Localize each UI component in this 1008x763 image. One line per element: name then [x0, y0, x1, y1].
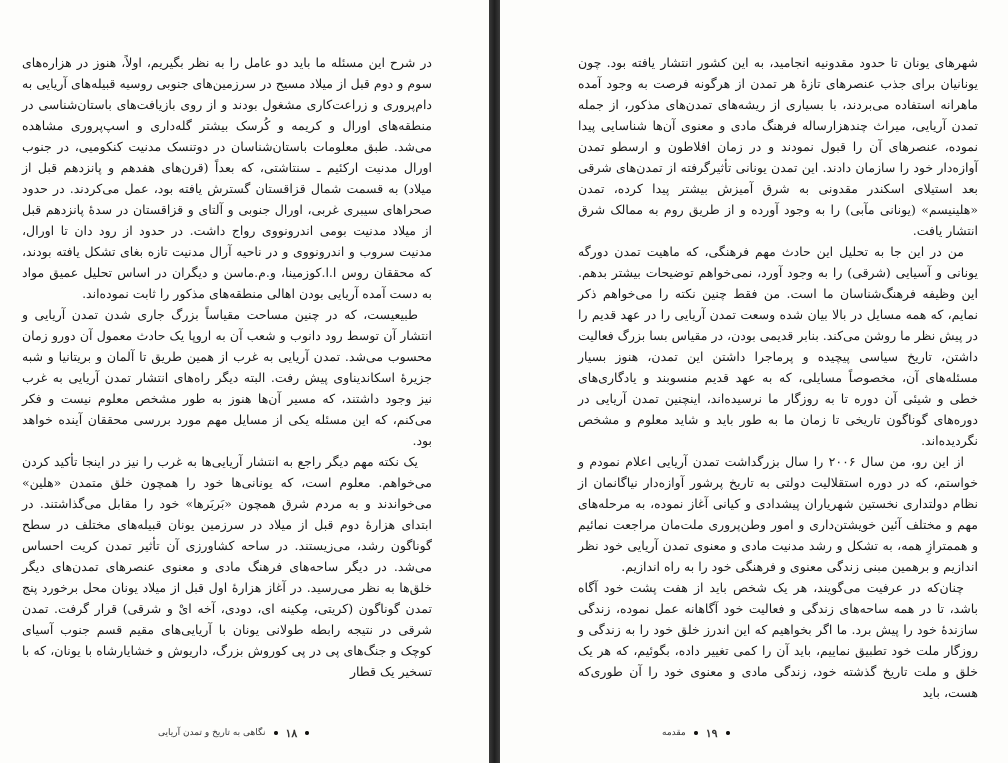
- paragraph: در شرح این مسئله ما باید دو عامل را به نظر بگیریم، اولاً، هنوز در هزاره‌های سوم و دوم قبل از میلاد مسیح در سرزمین‌های جنوبی روسیه قبیله‌های آریایی به دام‌پروری و زراعت‌کاری مشغول بودند و از روی بازیافت‌های باستان‌شناسی در منطقه‌های اورال و کریمه و کُرسک بیشتر گله‌داری و اسپ‌پروری مشاهده می‌شد. طبق معلومات باستان‌شناسان در دوتنسک مدنیت کنکومیی، در جنوب اورال مدنیت ارکئیم ـ سنتاشتی، که بعداً (قرن‌های هفدهم و پانزدهم قبل از میلاد) به قسمت شمال قزاقستان گسترش یافته بود، عمل می‌کردند. در حدود صحراهای سیبری غربی، اورال جنوبی و آلتای و قزاقستان در سدهٔ پانزدهم قبل از میلاد مدنیت بومی اندرونووی رواج داشت. در حدود از رود دان تا اورال، مدنیت سروب و اندرونووی و در ناحیه آرال مدنیت تازه بغای تشکل یافته بودند، که محققان روس ا.ا.کوزمینا، و.م.ماسن و دیگران در اساس تحلیل عمیق مواد به دست آمده آریایی بودن اهالی منطقه‌های مذکور را ثابت نموده‌اند.: [22, 55, 432, 301]
- paragraph: یک نکته مهم دیگر راجع به انتشار آریایی‌ها به غرب را نیز در اینجا تأکید کردن می‌خواهم. معلوم است، که یونانی‌ها خود را همچون خلق متمدن «هلین» می‌خواندند و به مردم شرق همچون «بَربَرها» خود را مقابل می‌گذاشتند. در ابتدای هزارهٔ دوم قبل از میلاد در سرزمین یونان قبیله‌های مختلف در سطح گوناگون رشد، می‌زیستند. در ساحه کشاورزی آن تأثیر تمدن کریت احساس می‌شد. در دیگر ساحه‌های فرهنگ مادی و معنوی عنصرهای تمدن‌های دیگر خلق‌ها به نظر می‌رسید. در آغاز هزارهٔ اول قبل از میلاد یونان محل برخورد پنج تمدن گوناگون (کریتی، مِکینه ای، دودی، آخه ایْ و شرقی) قرار گرفت. تمدن شرقی در نتیجه رابطه طولانی یونان با آریایی‌های مقیم قسم جنوب آسیای کوچک و جنگ‌های پی در پی کوروش بزرگ، داریوش و خشایارشاه با یونان، که با تسخیر یک قطار: [22, 454, 432, 679]
- left-page-text: [22, 52, 432, 682]
- page-number: ۱۹: [705, 726, 718, 740]
- right-page-text: [578, 52, 978, 703]
- bullet-dot-icon: [694, 731, 698, 735]
- paragraph: شهرهای یونان تا حدود مقدونیه انجامید، به این کشور انتشار یافته بود. چون یونانیان برای جذب عنصرهای تازهٔ هر تمدن از هرگونه فرصت به وجود آمده ماهرانه استفاده می‌بردند، با بسیاری از ریشه‌های تمدن‌های مذکور، از جمله تمدن آریایی، میراث چندهزارساله فرهنگ مادی و معنوی آن‌ها شناسایی پیدا نموده، عنصرهای آن را قبول نمودند و در زمان افلاطون و ارسطو تمدن آوازه‌دار خود را سازمان دادند. این تمدن یونانی تأثیرگرفته از تمدن‌های شرقی بعد استیلای اسکندر مقدونی به شرق آمیزش بیشتر پیدا کرده، تمدن «هلینیسم» (یونانی مآبی) را به وجود آورده و از طریق روم به ممالک شرق انتشار یافت.: [578, 55, 978, 238]
- left-page: [0, 0, 489, 763]
- right-page-footer: [662, 726, 730, 740]
- right-page: [500, 0, 1008, 763]
- paragraph: من در این جا به تحلیل این حادث مهم فرهنگی، که ماهیت تمدن دورگه یونانی و آسیایی (شرقی) را به وجود آورد، نمی‌خواهم توضیحات بیشتر بدهم. این وظیفه فرهنگ‌شناسان ما است. من فقط چنین نکته را می‌خواهم ذکر نمایم، که همه مسایل در بالا بیان شده وسعت تمدن آریایی را در عهد قدیم را در پیش نظر ما روشن می‌کند. بنابر قدیمی بودن، در مقیاس بسا بزرگ فعالیت داشتن، تاریخ سیاسی پیچیده و پرماجرا داشتن این تمدن، هنوز بسیار مسئله‌های آن، مخصوصاً مسایلی، که به عهد قدیم منسوبند و یادگاری‌های خطی و شیئی آن دوره تا به روزگار ما نرسیده‌اند، اینچنین تمدن آریایی در دوره‌های گوناگون تاریخی تا زمان ما به طور باید و شاید معلوم و مشخص نگردیده‌اند.: [578, 244, 978, 448]
- running-title: مقدمه: [662, 728, 686, 738]
- page-number: ۱۸: [285, 726, 298, 740]
- paragraph: چنان‌که در عرفیت می‌گویند، هر یک شخص باید از هفت پشت خود آگاه باشد، تا در همه ساحه‌های زندگی و فعالیت خود آگاهانه عمل نموده، زندگی سازندهٔ خود را پیش برد. ما اگر بخواهیم که این اندرز خلق خود را به زندگی و روزگار ملت خود تطبیق نماییم، باید آن را کمی تغییر داده، بگوئیم، که هر یک خلق و ملت تاریخ گذشته خود، زندگی مادی و معنوی خود را آن طوری‌که هست، باید: [578, 580, 978, 700]
- book-gutter: [489, 0, 500, 763]
- running-title: نگاهی به تاریخ و تمدن آریایی: [158, 728, 266, 738]
- paragraph: طبیعیست، که در چنین مساحت مقیاساً بزرگ جاری شدن تمدن آریایی و انتشار آن توسط رود دانوب و شعب آن به اروپا یک حادث معمول آن دورو زمان محسوب می‌شد. تمدن آریایی به غرب از همین طریق تا آلمان و بریتانیا و شبه جزیرهٔ اسکاندیناوی پیش رفت. البته دیگر راه‌های انتشار تمدن آریایی به غرب نیز وجود داشتند، که مسیر آن‌ها هنوز به طور مشخص معلوم نیست و فکر می‌کنم، که این مسئله یکی از مسایل مهم مورد بررسی محققان آینده خواهد بود.: [22, 307, 432, 448]
- paragraph: از این رو، من سال ۲۰۰۶ را سال بزرگداشت تمدن آریایی اعلام نمودم و خواستم، که در دوره استقلالیت دولتی به تاریخ پرشور آوازه‌دار نیاگانمان از نظام دولتداری نخستین شهریاران پیشدادی و کیانی آغاز نموده، به مرحله‌های مهم و مختلف آئین خویشتن‌داری و امور وطن‌پروری ملت‌مان مراجعت نمائیم و هممترازِ همه، به تشکل و رشد مدنیت مادی و معنوی تمدن آریایی خود نظر اندازیم و برهمین مبنی زندگی معنوی و فرهنگی خود را به راه اندازیم.: [578, 454, 978, 574]
- left-page-footer: [158, 726, 309, 740]
- bullet-dot-icon: [726, 731, 730, 735]
- bullet-dot-icon: [305, 731, 309, 735]
- bullet-dot-icon: [274, 731, 278, 735]
